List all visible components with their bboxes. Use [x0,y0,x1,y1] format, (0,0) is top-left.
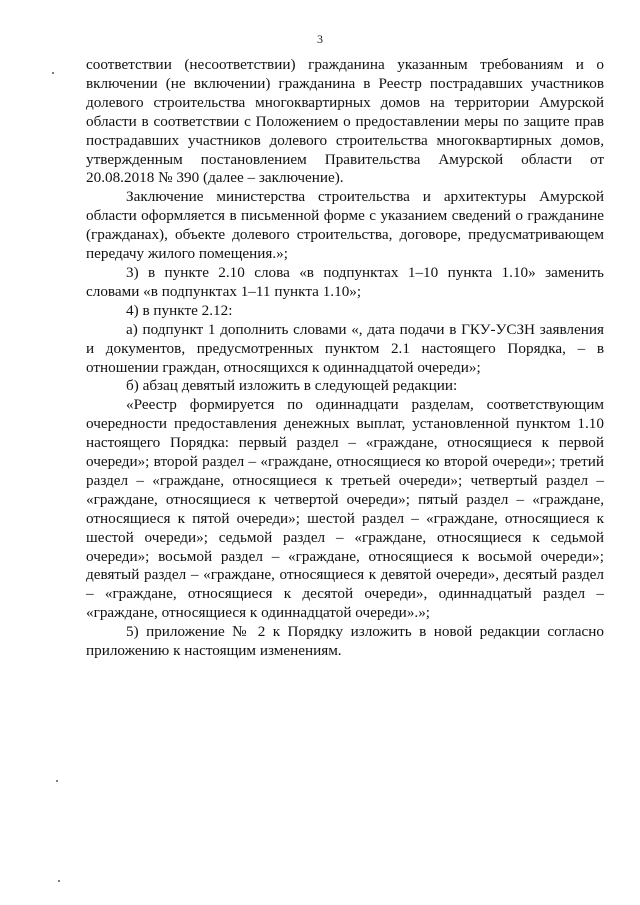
paragraph: Заключение министерства строительства и архитектуры Амурской области оформляется в письменной форме с указанием сведений о гражданине (гражданах), объекте долевого строительства, договоре, предусматривающем передачу жилого помещения.»; [86,188,604,263]
paragraph: соответствии (несоответствии) гражданина указанным требованиям и о включении (не включении) гражданина в Реестр пострадавших участников долевого строительства многоквартирных домов на территории Амурской области в соответствии с Положением о предоставлении меры по защите прав пострадавших участников долевого строительства многоквартирных домов, утвержденным постановлением Правительства Амурской области от 20.08.2018 № 390 (далее – заключение). [86,56,604,187]
document-body [86,56,604,661]
scan-speck [56,780,58,782]
paragraph: 5) приложение № 2 к Порядку изложить в новой редакции согласно приложению к настоящим изменениям. [86,623,604,660]
paragraph: «Реестр формируется по одиннадцати разделам, соответствующим очередности предоставления денежных выплат, установленной пунктом 1.10 настоящего Порядка: первый раздел – «граждане, относящиеся к первой очереди»; второй раздел – «граждане, относящиеся ко второй очереди»; третий раздел – «граждане, относящиеся к третьей очереди»; четвертый раздел – «граждане, относящиеся к четвертой очереди»; пятый раздел – «граждане, относящиеся к пятой очереди»; шестой раздел – «граждане, относящиеся к шестой очереди»; седьмой раздел – «граждане, относящиеся к седьмой очереди»; восьмой раздел – «граждане, относящиеся к восьмой очереди»; девятый раздел – «граждане, относящиеся к девятой очереди», десятый раздел – «граждане, относящиеся к десятой очереди», одиннадцатый раздел – «граждане, относящиеся к одиннадцатой очереди».»; [86,396,604,622]
paragraph: б) абзац девятый изложить в следующей редакции: [126,377,458,395]
paragraph: а) подпункт 1 дополнить словами «, дата подачи в ГКУ-УСЗН заявления и документов, предусмотренных пунктом 2.1 настоящего Порядка, – в отношении граждан, относящихся к одиннадцатой очереди»; [86,320,604,376]
scan-speck [58,880,60,882]
scan-speck [52,72,54,74]
paragraph: 3) в пункте 2.10 слова «в подпунктах 1–10 пункта 1.10» заменить словами «в подпунктах 1–11 пункта 1.10»; [86,263,604,300]
paragraph: 4) в пункте 2.12: [126,301,233,319]
page-number: 3 [317,32,323,46]
